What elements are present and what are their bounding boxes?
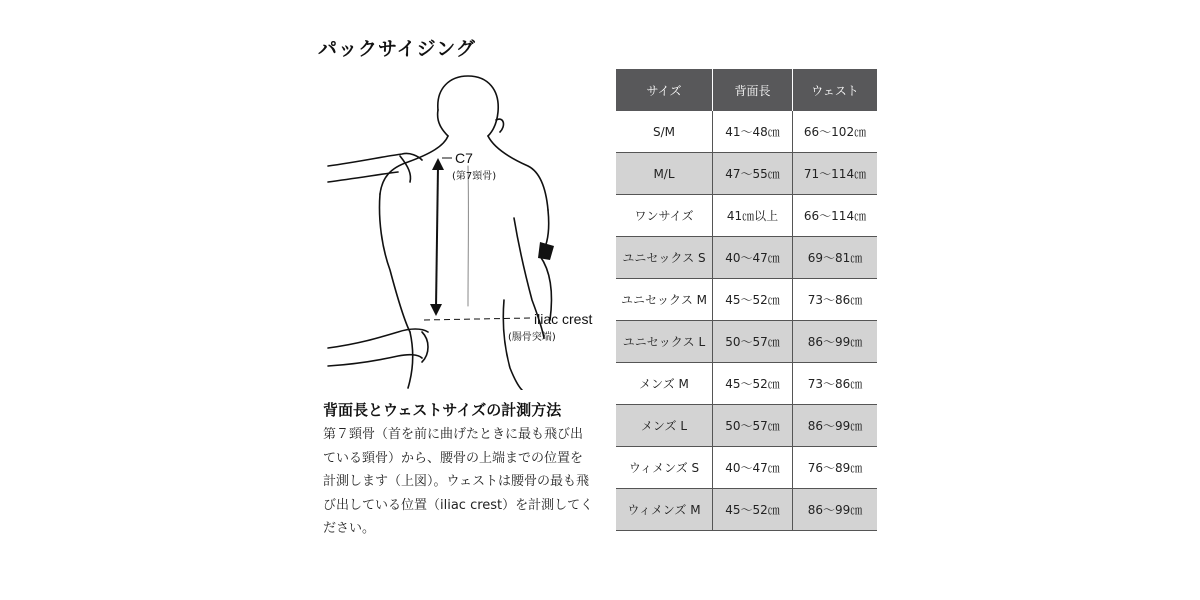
c7-label: C7 [455, 150, 473, 166]
size-cell: ウィメンズ M [616, 489, 713, 531]
waist-cell: 86〜99㎝ [793, 405, 878, 447]
waist-cell: 71〜114㎝ [793, 153, 878, 195]
iliac-crest-sublabel: (腸骨突端) [508, 332, 556, 343]
size-cell: ユニセックス M [616, 279, 713, 321]
table-header-row [616, 69, 877, 111]
waist-cell: 86〜99㎝ [793, 489, 878, 531]
page-title: パックサイジング [318, 38, 476, 60]
torso-length-cell: 41㎝以上 [713, 195, 793, 237]
header-torso-length: 背面長 [713, 69, 793, 111]
table-row [616, 195, 877, 237]
back-measurement-illustration [318, 70, 598, 390]
torso-length-cell: 40〜47㎝ [713, 447, 793, 489]
waist-cell: 86〜99㎝ [793, 321, 878, 363]
table-row [616, 363, 877, 405]
waist-cell: 73〜86㎝ [793, 279, 878, 321]
table-row [616, 153, 877, 195]
table-row [616, 489, 877, 531]
size-cell: ユニセックス S [616, 237, 713, 279]
header-waist: ウェスト [793, 69, 878, 111]
table-row [616, 405, 877, 447]
c7-sublabel: (第7頸骨) [452, 171, 497, 182]
torso-length-cell: 45〜52㎝ [713, 363, 793, 405]
torso-length-cell: 40〜47㎝ [713, 237, 793, 279]
torso-length-cell: 47〜55㎝ [713, 153, 793, 195]
table-row [616, 447, 877, 489]
waist-cell: 73〜86㎝ [793, 363, 878, 405]
iliac-crest-label: iliac crest [534, 311, 593, 327]
table-row [616, 279, 877, 321]
torso-illustration [318, 70, 598, 390]
header-size: サイズ [616, 69, 713, 111]
measurement-method-text: 第７頸骨（首を前に曲げたときに最も飛び出ている頸骨）から、腰骨の上端までの位置を計測します（上図）。ウェストは腰骨の最も飛び出している位置（iliac crest）を計測してください。 [323, 427, 594, 536]
waist-cell: 69〜81㎝ [793, 237, 878, 279]
torso-length-cell: 45〜52㎝ [713, 489, 793, 531]
torso-length-cell: 45〜52㎝ [713, 279, 793, 321]
size-cell: メンズ L [616, 405, 713, 447]
size-cell: メンズ M [616, 363, 713, 405]
waist-cell: 66〜114㎝ [793, 195, 878, 237]
waist-cell: 76〜89㎝ [793, 447, 878, 489]
table-row [616, 111, 877, 153]
size-cell: ワンサイズ [616, 195, 713, 237]
size-cell: S/M [616, 111, 713, 153]
torso-length-cell: 41〜48㎝ [713, 111, 793, 153]
torso-length-cell: 50〜57㎝ [713, 321, 793, 363]
waist-cell: 66〜102㎝ [793, 111, 878, 153]
size-cell: M/L [616, 153, 713, 195]
size-cell: ウィメンズ S [616, 447, 713, 489]
size-chart-table [616, 69, 877, 531]
table-row [616, 321, 877, 363]
size-cell: ユニセックス L [616, 321, 713, 363]
torso-length-cell: 50〜57㎝ [713, 405, 793, 447]
measurement-method-heading: 背面長とウェストサイズの計測方法 [323, 401, 562, 419]
table-row [616, 237, 877, 279]
